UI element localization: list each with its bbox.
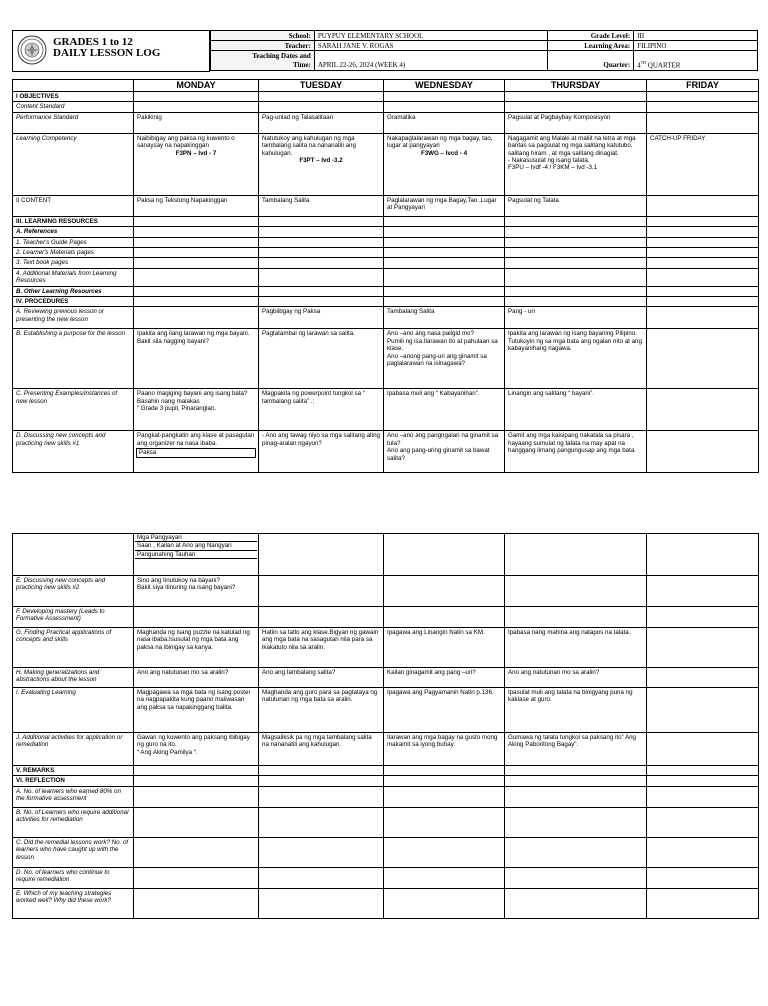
procedures-label: IV. PROCEDURES bbox=[13, 297, 134, 307]
content-standard-label: Content Standard bbox=[13, 102, 134, 112]
practical-tue: Hatiin sa tatlo ang klase.Bigyan ng gawain ang mga bata na sasagutan nila para sa ikakatuto nila sa aralin. bbox=[259, 628, 384, 668]
competency-wed: Nakapaglalarawan ng mga bagay, tao, lugar at pangyayari F3WG – Ivcd - 4 bbox=[384, 133, 505, 195]
resources-label: III. LEARNING RESOURCES bbox=[13, 216, 134, 226]
reflection-b-label: B. No. of Learners who require additional activities for remediation bbox=[13, 807, 134, 837]
remediation-label: J. Additional activities for application or remediation bbox=[13, 733, 134, 766]
presenting-tue: Magpakita ng powerpoint tungkol sa “ tambalang salita” .; bbox=[259, 389, 384, 431]
grade-label: Grade Level: bbox=[548, 31, 634, 41]
dates-value: APRIL 22-26, 2024 (WEEK 4) bbox=[314, 51, 548, 71]
competency-thu: Nagagamit ang Malaki at maliit na letra at mga bantas sa pagsulat ng mga salitang katutubo, salitang hiram , at mga salitang dinagiat. - Nakasusulat ng isang talata. F3PU – Ivdf -4 / F3KM – Ivd -3.1 bbox=[505, 133, 647, 195]
discussing1-label: D. Discussing new concepts and practicing new skills #1 bbox=[13, 431, 134, 473]
competency-fri: CATCH-UP FRIDAY bbox=[647, 133, 759, 195]
teacher-label: Teacher: bbox=[211, 41, 315, 51]
remediation-wed: Ilarawan ang mga bagay na gusto mong makamit sa iyong buhay. bbox=[384, 733, 505, 766]
purpose-label: B. Establishing a purpose for the lesson bbox=[13, 329, 134, 389]
purpose-thu: Ipakita ang larawan ng isang bayaning Pilipino. Tutukuyin ng sa mga bata ang ngalan nito at ang kabayanihang nagawa. bbox=[505, 329, 647, 389]
references-label: A. References bbox=[13, 227, 134, 237]
header-info-table bbox=[210, 30, 758, 71]
perf-thu: Pagsulat at Pagbaybay Komposisyon bbox=[505, 112, 647, 133]
organizer-paksa-box: Paksa bbox=[136, 448, 256, 457]
lm-label: 2. Learner's Materials pages bbox=[13, 248, 134, 258]
reflection-e-label: E. Which of my teaching strategies worked well? Why did these work? bbox=[13, 888, 134, 918]
presenting-label: C. Presenting Examples/instances of new lesson bbox=[13, 389, 134, 431]
evaluating-thu: Ipasulat muli ang talata na binigyang puna ng kaklase at guro. bbox=[505, 688, 647, 733]
day-wednesday: WEDNESDAY bbox=[384, 80, 505, 92]
reflection-a-label: A. No. of learners who earned 80% on the formative assessment bbox=[13, 786, 134, 807]
discussing2-mon: Sino ang tinutukoy na bayani? Bakit siya itinuring na isang bayani? bbox=[134, 576, 259, 607]
discussing1-tue: - Ano ang tawag niyo sa mga salitang ating pinag-aralan ngayon? bbox=[259, 431, 384, 473]
quarter-value: 4TH QUARTER bbox=[634, 51, 758, 71]
discussing2-label: E. Discussing new concepts and practicing new skills #2 bbox=[13, 576, 134, 607]
lesson-table-part2 bbox=[12, 533, 759, 919]
discussing1-thu: Gamit ang mga kaisipang nakatala sa pisara , hayaang sumulat ng talata na may apat na hanggang limang pangungusap ang mga bata. bbox=[505, 431, 647, 473]
content-thu: Pagsulat ng Talata bbox=[505, 195, 647, 216]
area-value: FILIPINO bbox=[634, 41, 758, 51]
teacher-value: SARAH JANE V. ROGAS bbox=[314, 41, 548, 51]
generalizations-thu: Ano ang natutunan mo sa aralin? bbox=[505, 668, 647, 688]
dates-label: Teaching Dates and Time: bbox=[211, 51, 315, 71]
reflection-d-label: D. No. of learners who continue to require remediation bbox=[13, 867, 134, 888]
practical-wed: Ipagawa ang Linangin Natin sa KM. bbox=[384, 628, 505, 668]
presenting-mon: Paano magiging bayani ang isang bata? Basahin nang malakas “ Grade 3 pupil, Pinaranglan. bbox=[134, 389, 259, 431]
competency-tue: Natutukoy ang kahulugan ng mga tambalang salita na nananatili ang kahulugan. F3PT – Ivd -3.2 bbox=[259, 133, 384, 195]
reviewing-tue: Pagbiibgay ng Paksa bbox=[259, 307, 384, 329]
competency-mon: Naibibigay ang paksa ng kuwento o sanaysay na napakinggan F3PN – Ivd - 7 bbox=[134, 133, 259, 195]
mastery-label: F. Developing mastery (Leads to Formative Assessment) bbox=[13, 607, 134, 628]
reviewing-label: A. Reviewing previous lesson or presenting the new lesson bbox=[13, 307, 134, 329]
deped-seal-icon bbox=[17, 35, 47, 65]
perf-mon: Pakikinig bbox=[134, 112, 259, 133]
school-label: School: bbox=[211, 31, 315, 41]
grade-value: III bbox=[634, 31, 758, 41]
practical-mon: Maghanda ng isang puzzle na katulad ng nasa ibaba.Isusulat ng mga bata ang paksa na ibinigay sa kanya. bbox=[134, 628, 259, 668]
day-friday: FRIDAY bbox=[647, 80, 759, 92]
organizer-item-1: Mga Pangyayari bbox=[135, 534, 257, 542]
area-label: Learning Area: bbox=[548, 41, 634, 51]
remediation-thu: Gumawa ng talata tungkol sa paksang ito” Ang Aking Paboritong Bagay”. bbox=[505, 733, 647, 766]
day-thursday: THURSDAY bbox=[505, 80, 647, 92]
perf-wed: Gramatika bbox=[384, 112, 505, 133]
remediation-tue: Magsaliksik pa ng mga tambalang salita na nananatili ang kahulugan. bbox=[259, 733, 384, 766]
remarks-label: V. REMARKS bbox=[13, 766, 134, 776]
reflection-label: VI. REFLECTION bbox=[13, 776, 134, 786]
remediation-mon: Gawan ng kuwento ang paksang ibibigay ng guro na ito. “ Ang Aking Pamilya “. bbox=[134, 733, 259, 766]
evaluating-mon: Magpagawa sa mga bata ng isang poster na nagpapakita kung paano maiiwasan ang paksa sa napakinggang balita. bbox=[134, 688, 259, 733]
school-value: PUYPUY ELEMENTARY SCHOOL bbox=[314, 31, 548, 41]
evaluating-label: I. Evaluating Learning bbox=[13, 688, 134, 733]
purpose-tue: Pagtatambal ng larawan sa salita. bbox=[259, 329, 384, 389]
generalizations-label: H. Making generalizations and abstractions about the lesson bbox=[13, 668, 134, 688]
day-monday: MONDAY bbox=[134, 80, 259, 92]
evaluating-wed: Ipagawa ang Pagyamanin Natin p.136. bbox=[384, 688, 505, 733]
textbook-label: 3. Text book pages bbox=[13, 258, 134, 268]
corner-cell bbox=[13, 80, 134, 92]
purpose-mon: Ipakita ang ilang larawan ng mga bayani. Bakit sila nagging bayani? bbox=[134, 329, 259, 389]
evaluating-tue: Maghanda ang guro para sa pagtataya ng natutunan ng mga bata sa aralin. bbox=[259, 688, 384, 733]
competency-label: Learning Competency bbox=[13, 133, 134, 195]
day-tuesday: TUESDAY bbox=[259, 80, 384, 92]
header-title-block bbox=[12, 30, 210, 72]
performance-standard-label: Performance Standard bbox=[13, 112, 134, 133]
title-dll: DAILY LESSON LOG bbox=[53, 47, 161, 59]
organizer-item-2: Saan , Kailan at Ano ang Nangyari bbox=[135, 542, 257, 550]
practical-label: G. Finding Practical applications of concepts and skills bbox=[13, 628, 134, 668]
lesson-table-part1 bbox=[12, 79, 759, 473]
purpose-wed: Ano –ano ang nasa paligid mo? Pumili ng isa.Ilarawan ito at pahulaan sa klase. Ano –anong pang-uri ang ginamit sa paglalarawan na isinagawa? bbox=[384, 329, 505, 389]
presenting-thu: Linangin ang salitang “ bayani”. bbox=[505, 389, 647, 431]
practical-thu: Ipabasa nang mahina ang natapos na talata. bbox=[505, 628, 647, 668]
generalizations-wed: Kailan ginagamit ang pang –uri? bbox=[384, 668, 505, 688]
additional-materials-label: 4. Additional Materials from Learning Resources bbox=[13, 268, 134, 286]
discussing1-wed: Ano –ano ang pangngalan na ginamit sa tula? Ano ang pang-uring ginamit sa bawat salita? bbox=[384, 431, 505, 473]
content-label: II CONTENT bbox=[13, 195, 134, 216]
content-tue: Tambalang Salita bbox=[259, 195, 384, 216]
generalizations-mon: Ano ang natutunan mo sa aralin? bbox=[134, 668, 259, 688]
perf-tue: Pag-unlad ng Talasalitaan bbox=[259, 112, 384, 133]
presenting-wed: Ipabasa muli ang “ Kabayanihan”. bbox=[384, 389, 505, 431]
quarter-label: Quarter: bbox=[548, 51, 634, 71]
other-resources-label: B. Other Learning Resources bbox=[13, 286, 134, 296]
reviewing-wed: Tambalang Salita bbox=[384, 307, 505, 329]
generalizations-tue: Ano ang tambalang salita? bbox=[259, 668, 384, 688]
organizer-item-3: Pangunahing Tauhan bbox=[135, 551, 257, 559]
reviewing-thu: Pang - uri bbox=[505, 307, 647, 329]
objectives-label: I OBJECTIVES bbox=[13, 92, 134, 102]
reflection-c-label: C. Did the remedial lessons work? No. of learners who have caught up with the lesson. bbox=[13, 837, 134, 867]
organizer-continued bbox=[134, 534, 259, 576]
title-grades: GRADES 1 to 12 bbox=[53, 36, 133, 48]
content-mon: Paksa ng Tekstong Napakinggan bbox=[134, 195, 259, 216]
discussing1-mon: Pangkat-pangkatin ang klase at pasagutan ang organizer na nasa ibaba. Paksa bbox=[134, 431, 259, 473]
content-wed: Paglalarawan ng mga Bagay,Tao ,Lugar at Pangyayari bbox=[384, 195, 505, 216]
tg-label: 1. Teacher's Guide Pages bbox=[13, 237, 134, 247]
